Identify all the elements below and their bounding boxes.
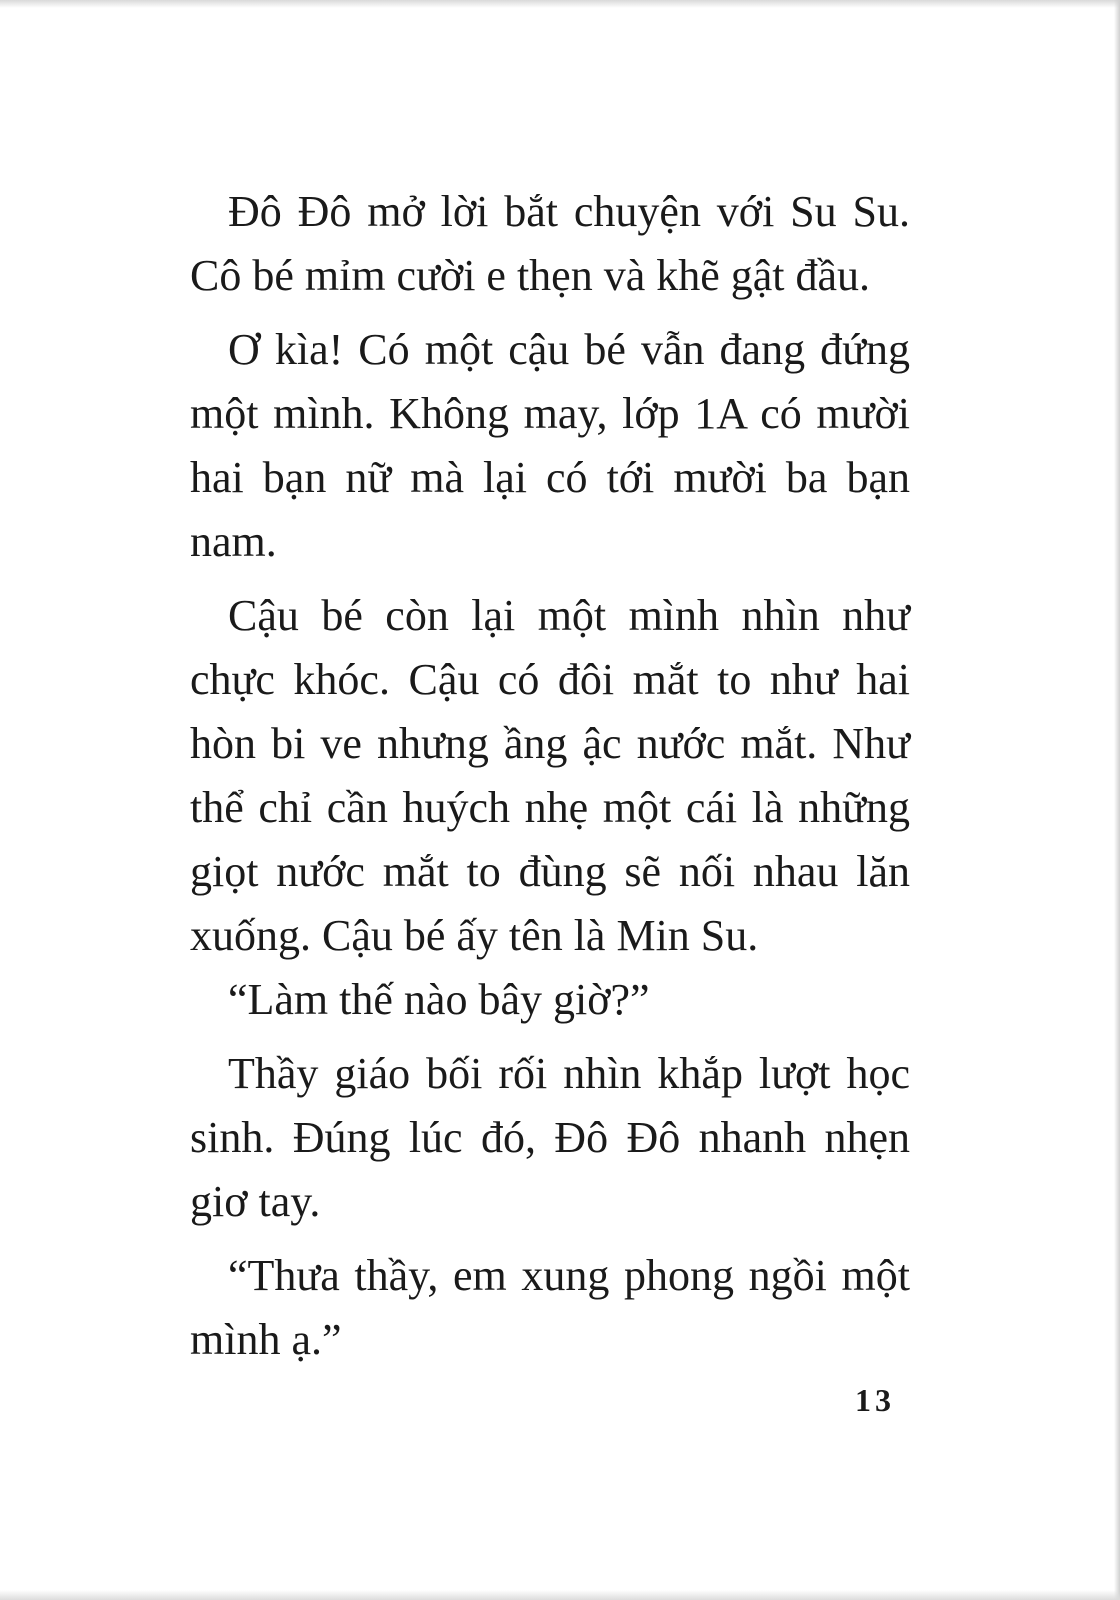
text-line: Thầy giáo bối rối nhìn khắp lượt học — [228, 1049, 910, 1098]
text-line: nam. — [190, 517, 277, 566]
text-line: thể chỉ cần huých nhẹ một cái là những — [190, 783, 910, 832]
text-line: “Làm thế nào bây giờ?” — [228, 975, 650, 1024]
body-text — [190, 180, 910, 1372]
text-line: “Thưa thầy, em xung phong ngồi một — [228, 1251, 910, 1300]
text-line: Ơ kìa! Có một cậu bé vẫn đang đứng — [228, 325, 910, 374]
scan-edge-bottom — [0, 1590, 1120, 1600]
scan-edge-top — [0, 0, 1120, 8]
text-line: chực khóc. Cậu có đôi mắt to như hai — [190, 655, 910, 704]
text-line: Cậu bé còn lại một mình nhìn như — [228, 591, 910, 640]
text-line: một mình. Không may, lớp 1A có mười — [190, 389, 910, 438]
text-line: xuống. Cậu bé ấy tên là Min Su. — [190, 911, 759, 960]
text-line: mình ạ.” — [190, 1315, 342, 1364]
page-number: 13 — [855, 1382, 895, 1418]
text-line: giọt nước mắt to đùng sẽ nối nhau lăn — [190, 847, 910, 896]
text-line: sinh. Đúng lúc đó, Đô Đô nhanh nhẹn — [190, 1113, 910, 1162]
text-line: giơ tay. — [190, 1177, 321, 1226]
text-line: hòn bi ve nhưng ầng ậc nước mắt. Như — [190, 719, 910, 768]
text-line: Đô Đô mở lời bắt chuyện với Su Su. — [228, 187, 910, 236]
text-line: hai bạn nữ mà lại có tới mười ba bạn — [190, 453, 910, 502]
text-line: Cô bé mỉm cười e thẹn và khẽ gật đầu. — [190, 251, 871, 300]
scan-edge-right — [1114, 0, 1120, 1600]
